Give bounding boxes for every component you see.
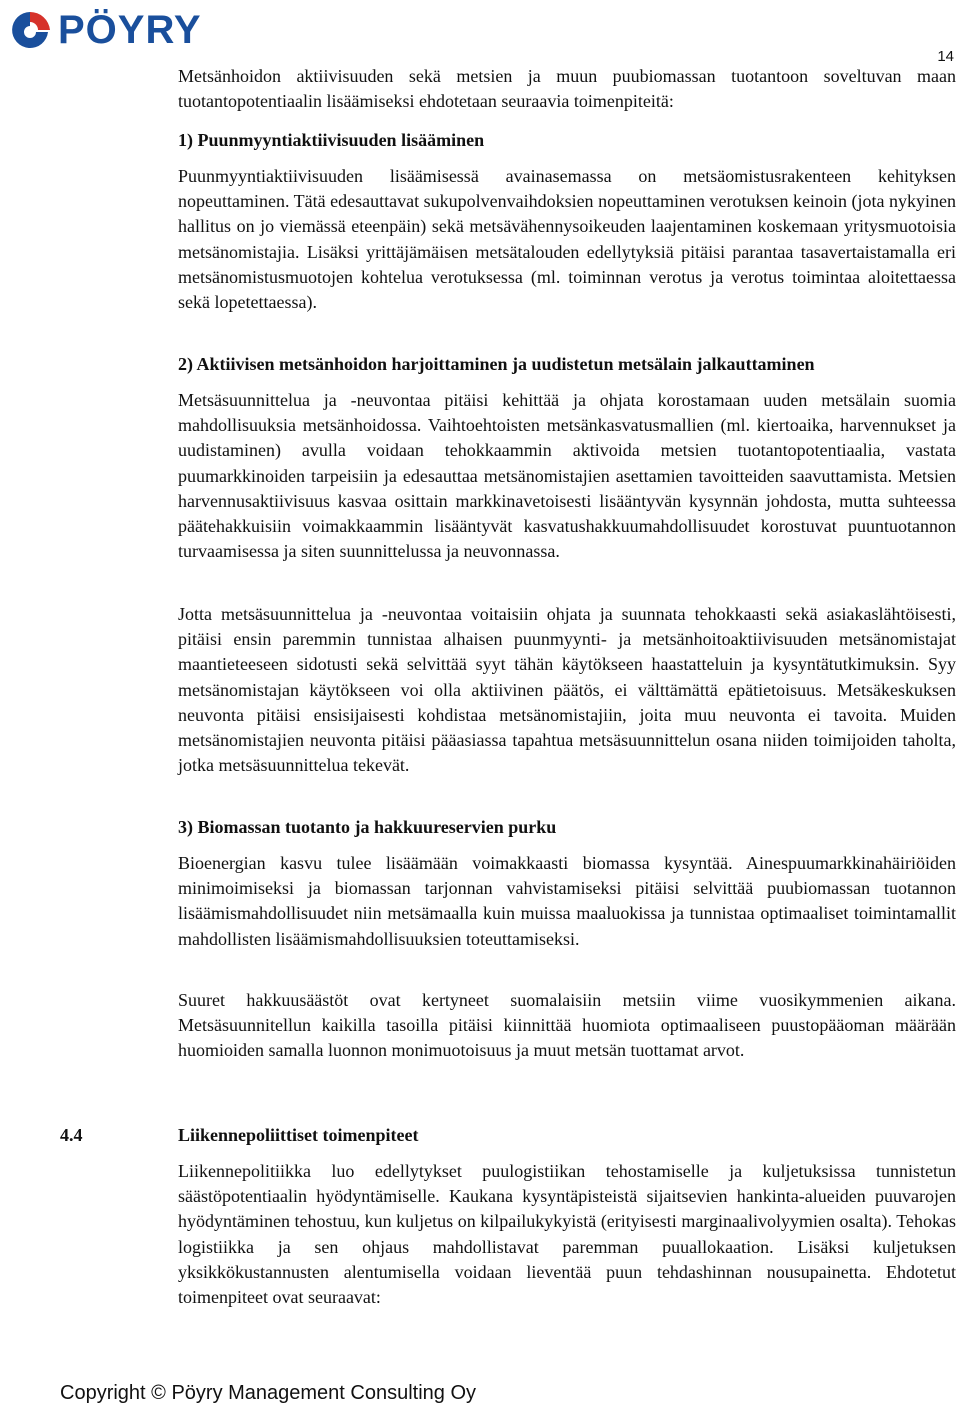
paragraph-puunmyynti: Puunmyyntiaktiivisuuden lisäämisessä avainasemassa on metsäomistusrakenteen kehityksen nopeuttaminen. Tätä edesauttavat sukupolvenvaihdoksien nopeuttaminen verotuksen keinoin (jota nykyinen hallitus on jo viemässä eteenpäin) sekä metsävähennysoikeuden laajentaminen koskemaan yritysmuotoisia metsänomistajia. Lisäksi yrittäjämäisen metsätalouden edellytyksiä pitäisi parantaa tasavertaistamalla eri metsänomistusmuotojen kohtelua verotuksessa (ml. toiminnan verotus ja verotus toimintaa aloitettaessa sekä lopetettaessa). [178, 166, 956, 313]
section-number: 4.4 [60, 1125, 83, 1145]
footer-copyright: Copyright © Pöyry Management Consulting Oy [60, 1382, 477, 1404]
poyry-swirl-icon [6, 8, 54, 52]
heading-aktiivinen-metsanhoito: 2) Aktiivisen metsänhoidon harjoittaminen ja uudistetun metsälain jalkauttaminen [178, 354, 815, 374]
intro-paragraph: Metsänhoidon aktiivisuuden sekä metsien ja muun puubiomassan tuotantoon soveltuvan maan tuotantopotentiaalin lisäämiseksi ehdotetaan seuraavia toimenpiteitä: [178, 66, 956, 112]
paragraph-neuvonta: Jotta metsäsuunnittelua ja -neuvontaa voitaisiin ohjata ja suunnata tehokkaasti sekä asiakaslähtöisesti, pitäisi ensin paremmin tunnistaa alhaisen puunmyynti- ja metsänhoitoaktiivisuuden metsänomistajat maantieteeseen sidotusti sekä selvittää syyt tähän käytökseen haastatteluin ja kysyntätutkimuksin. Syy metsänomistajan käytökseen voi olla aktiivinen päätös, ei välttämättä epätietoisuus. Metsäkeskuksen neuvonta pitäisi ensisijaisesti kohdistaa metsänomistajiin, joita muu neuvonta ei tavoita. Muiden metsänomistajien neuvonta pitäisi pääasiassa tapahtua metsäsuunnittelun osana niiden toimijoiden taholta, jotka metsäsuunnittelua tekevät. [178, 604, 956, 776]
heading-biomassa: 3) Biomassan tuotanto ja hakkuureservien purku [178, 817, 557, 837]
paragraph-hakkuusaastot: Suuret hakkuusäästöt ovat kertyneet suomalaisiin metsiin viime vuosikymmenien aikana. Metsäsuunnitellun kaikilla tasoilla pitäisi kiinnittää huomiota optimaaliseen puustopääoman määrään huomioiden samalla luonnon monimuotoisuus ja muut metsän tuottamat arvot. [178, 990, 956, 1061]
section-title: Liikennepoliittiset toimenpiteet [178, 1125, 419, 1145]
page-number: 14 [937, 48, 954, 65]
paragraph-liikennepolitiikka: Liikennepolitiikka luo edellytykset puulogistiikan tehostamiselle ja kuljetuksissa tunnistetun säästöpotentiaalin hyödyntämiselle. Kaukana kysyntäpisteistä sijaitsevien hankinta-alueiden puuvarojen hyödyntäminen tehostuu, kun kuljetus on kilpailukykyistä (erityisesti marginaalivolyymien osalta). Tehokas logistiikka ja sen ohjaus mahdollistavat paremman puuallokaation. Lisäksi kuljetuksen yksikkökustannusten alentumisella voidaan lieventää puun tehdashinnan nousupainetta. Ehdotetut toimenpiteet ovat seuraavat: [178, 1161, 956, 1308]
paragraph-bioenergia: Bioenergian kasvu tulee lisäämään voimakkaasti biomassa kysyntää. Ainespuumarkkinahäiriöiden minimoimiseksi ja biomassan tarjonnan vahvistamiseksi pitäisi selvittää puubiomassan tuotannon lisäämismahdollisuudet niin metsämaalla kuin muissa maaluokissa ja tunnistaa optimaaliset toimintamallit mahdollisten lisäämismahdollisuuksien toteuttamiseksi. [178, 853, 956, 949]
heading-puunmyyntiaktiivisuus: 1) Puunmyyntiaktiivisuuden lisääminen [178, 130, 485, 150]
poyry-logo [6, 8, 202, 52]
logo-text: PÖYRY [58, 8, 202, 52]
paragraph-metsasuunnittelu: Metsäsuunnittelua ja -neuvontaa pitäisi kehittää ja ohjata korostamaan uuden metsälain suomia mahdollisuuksia metsänhoidossa. Vaihtoehtoisten metsänkasvatusmallien (ml. kiertoaika, harvennukset ja uudistaminen) avulla voidaan tehokkaammin aktivoida metsien tuotantopotentiaalia, vastata puumarkkinoiden tarpeisiin ja edesauttaa metsänomistajien asettamien tavoitteiden saavuttamista. Metsien harvennusaktiivisuus kasvaa osittain markkinavetoisesti lisääntyvän kysynnän johdosta, mutta suhteessa päätehakkuisiin voimakkaammin lisääntyvät kasvatushakkuumahdollisuudet korostuvat puuntuotannon turvaamisessa ja siten suunnittelussa ja neuvonnassa. [178, 390, 956, 562]
